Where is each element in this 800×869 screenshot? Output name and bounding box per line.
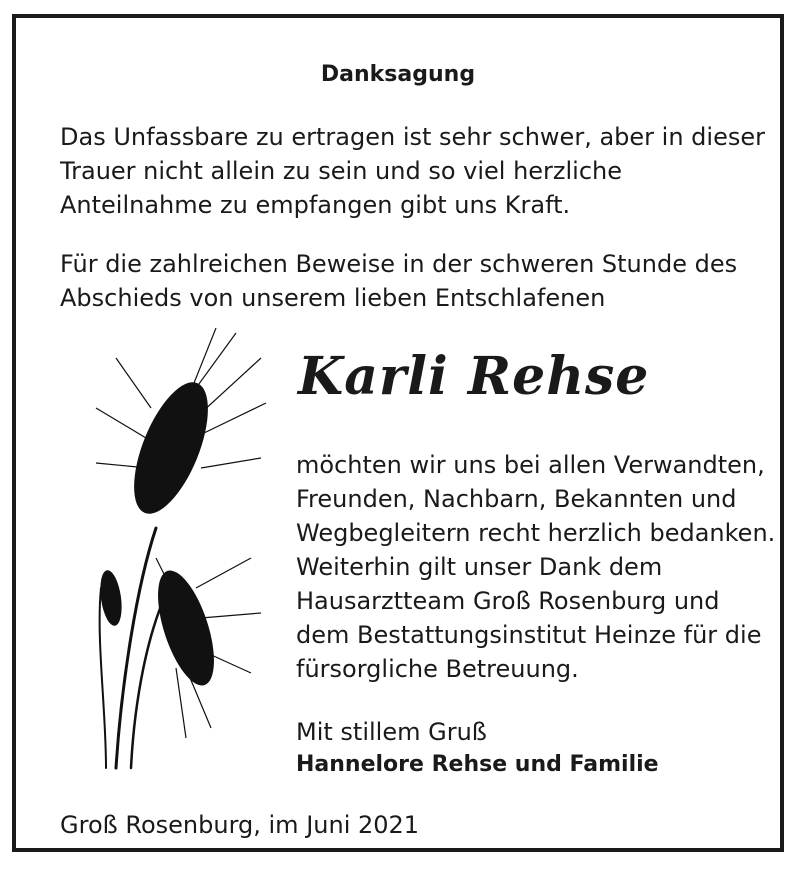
intro-paragraph: Das Unfassbare zu ertragen ist sehr schwer, aber in dieser Trauer nicht allein zu sein und so viel herzliche Anteilnahme zu empfangen gibt uns Kraft. [60, 123, 765, 219]
place-date: Groß Rosenburg, im Juni 2021 [60, 811, 420, 839]
intro-paragraph-2: Für die zahlreichen Beweise in der schweren Stunde des Abschieds von unserem lieben Entschlafenen [60, 250, 738, 312]
thanks-line: Wegbegleitern recht herzlich bedanken. [296, 519, 776, 547]
thanks-paragraph [296, 448, 796, 686]
obituary-card [12, 14, 784, 852]
thanks-line: Freunden, Nachbarn, Bekannten und [296, 485, 737, 513]
closing-greeting: Mit stillem Gruß [296, 718, 487, 746]
thanks-line: fürsorgliche Betreuung. [296, 655, 579, 683]
wheat-ear-illustration [76, 328, 276, 788]
thanks-line: Weiterhin gilt unser Dank dem [296, 553, 663, 581]
deceased-name: Karli Rehse [298, 346, 650, 407]
signature: Hannelore Rehse und Familie [296, 752, 659, 777]
thanks-line: möchten wir uns bei allen Verwandten, [296, 451, 765, 479]
thanks-line: Hausarztteam Groß Rosenburg und [296, 587, 720, 615]
heading: Danksagung [320, 62, 476, 87]
thanks-line: dem Bestattungsinstitut Heinze für die [296, 621, 762, 649]
